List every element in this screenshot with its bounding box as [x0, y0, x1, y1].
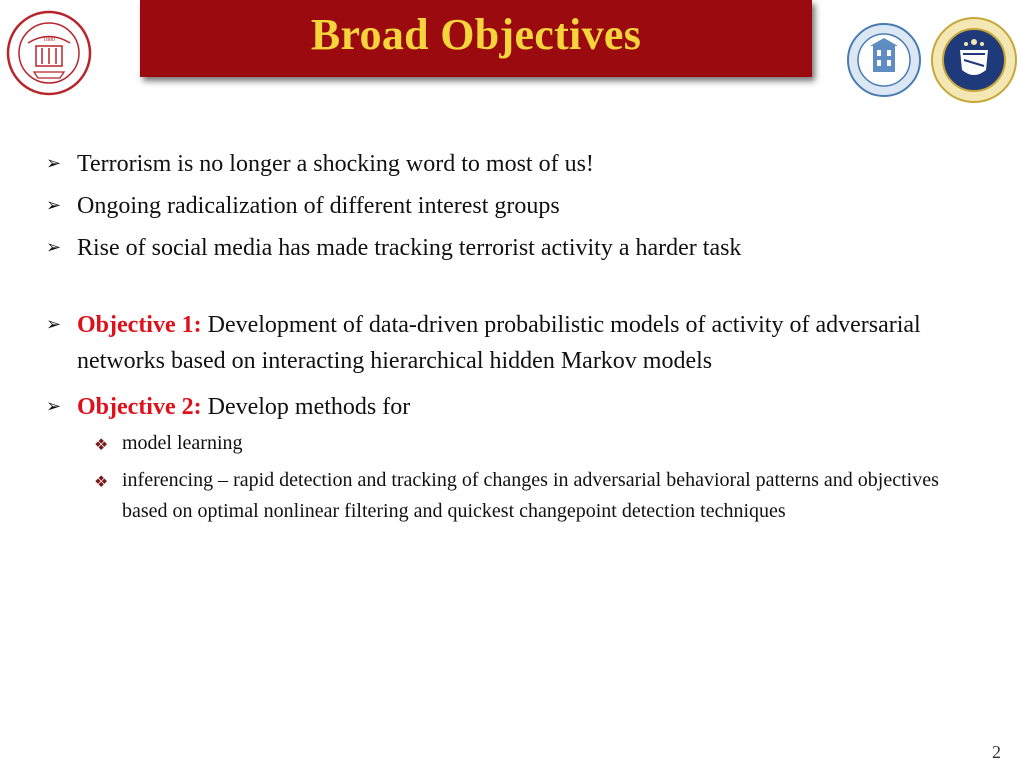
usc-seal-icon — [6, 8, 92, 98]
bullet-item — [46, 146, 976, 182]
arrow-bullet-icon: ➢ — [46, 314, 62, 335]
sub-bullet-item — [46, 465, 976, 527]
bullet-text: Ongoing radicalization of different interest groups — [77, 193, 560, 219]
bullet-text: Terrorism is no longer a shocking word to most of us! — [77, 151, 594, 177]
objective-label: Objective 1: — [77, 312, 202, 338]
page-number: 2 — [992, 742, 1001, 762]
bullet-item — [46, 188, 976, 224]
svg-text:1880: 1880 — [43, 37, 55, 43]
objective-item — [46, 307, 976, 379]
arrow-bullet-icon: ➢ — [46, 396, 62, 417]
ucla-seal-icon — [846, 22, 922, 98]
arrow-bullet-icon: ➢ — [46, 237, 62, 258]
slide-title: Broad Objectives — [310, 10, 642, 59]
objective-item — [46, 389, 976, 425]
objective-text: Development of data-driven probabilistic models of activity of adversarial networks based on interacting hierarchical hidden Markov models — [77, 312, 921, 374]
sub-bullet-item — [46, 427, 976, 460]
arrow-bullet-icon: ➢ — [46, 195, 62, 216]
afosr-seal-icon — [930, 14, 1018, 106]
sub-bullet-text: model learning — [122, 432, 243, 454]
diamond-bullet-icon: ❖ — [94, 472, 109, 491]
sub-bullet-text: inferencing – rapid detection and tracking of changes in adversarial behavioral patterns and objectives based on optimal nonlinear filtering and quickest changepoint detection techniques — [122, 469, 939, 522]
bullet-item — [46, 230, 976, 266]
arrow-bullet-icon: ➢ — [46, 153, 62, 174]
objective-label: Objective 2: — [77, 394, 202, 420]
bullet-text: Rise of social media has made tracking terrorist activity a harder task — [77, 235, 742, 261]
objective-text: Develop methods for — [201, 394, 411, 420]
slide-body — [46, 146, 976, 527]
title-banner — [140, 0, 812, 77]
diamond-bullet-icon: ❖ — [94, 435, 109, 454]
